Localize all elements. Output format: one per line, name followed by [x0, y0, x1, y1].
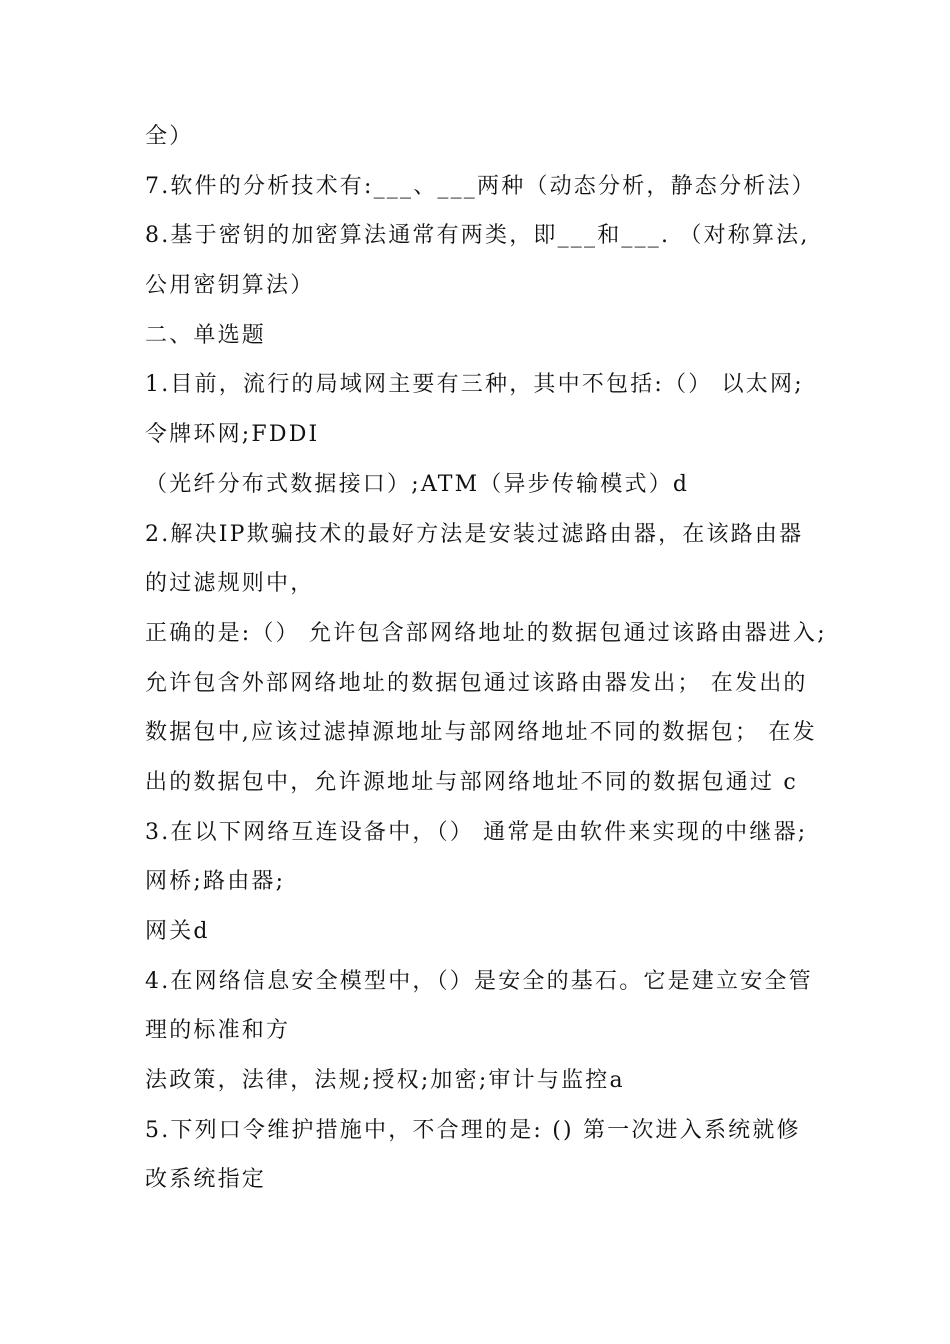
question-line: 2.解决IP欺骗技术的最好方法是安装过滤路由器，在该路由器 — [145, 521, 804, 547]
text-line: 法政策，法律，法规;授权;加密;审计与监控a — [145, 1068, 625, 1094]
text-line: 理的标准和方 — [145, 1018, 291, 1044]
text-line: 全） — [145, 124, 194, 149]
text-line: （光纤分布式数据接口）;ATM（异步传输模式）d — [145, 471, 690, 497]
text-line: 公用密钥算法） — [145, 273, 315, 299]
text-line: 8.基于密钥的加密算法通常有两类，即___和___. （对称算法, — [145, 223, 810, 249]
text-line: 令牌环网;FDDI — [145, 422, 320, 448]
text-line: 正确的是:（） 允许包含部网络地址的数据包通过该路由器进入; — [145, 620, 827, 646]
text-line: 改系统指定 — [145, 1167, 267, 1193]
text-line: 允许包含外部网络地址的数据包通过该路由器发出； 在发出的 — [145, 670, 808, 696]
document-body — [145, 112, 825, 1205]
question-line: 5.下列口令维护措施中，不合理的是: () 第一次进入系统就修 — [145, 1117, 801, 1143]
text-line: 的过滤规则中， — [145, 571, 315, 597]
text-line: 出的数据包中，允许源地址与部网络地址不同的数据包通过 c — [145, 769, 798, 795]
section-heading: 二、单选题 — [145, 322, 267, 348]
text-line: 网桥;路由器; — [145, 869, 286, 895]
text-line: 数据包中,应该过滤掉源地址与部网络地址不同的数据包； 在发 — [145, 720, 817, 746]
text-line: 网关d — [145, 919, 210, 944]
question-line: 3.在以下网络互连设备中，（） 通常是由软件来实现的中继器; — [145, 819, 808, 845]
question-line: 1.目前，流行的局域网主要有三种，其中不包括:（） 以太网; — [145, 372, 804, 398]
text-line: 7.软件的分析技术有:___、___两种（动态分析，静态分析法） — [145, 173, 816, 199]
question-line: 4.在网络信息安全模型中，（）是安全的基石。它是建立安全管 — [145, 968, 813, 994]
